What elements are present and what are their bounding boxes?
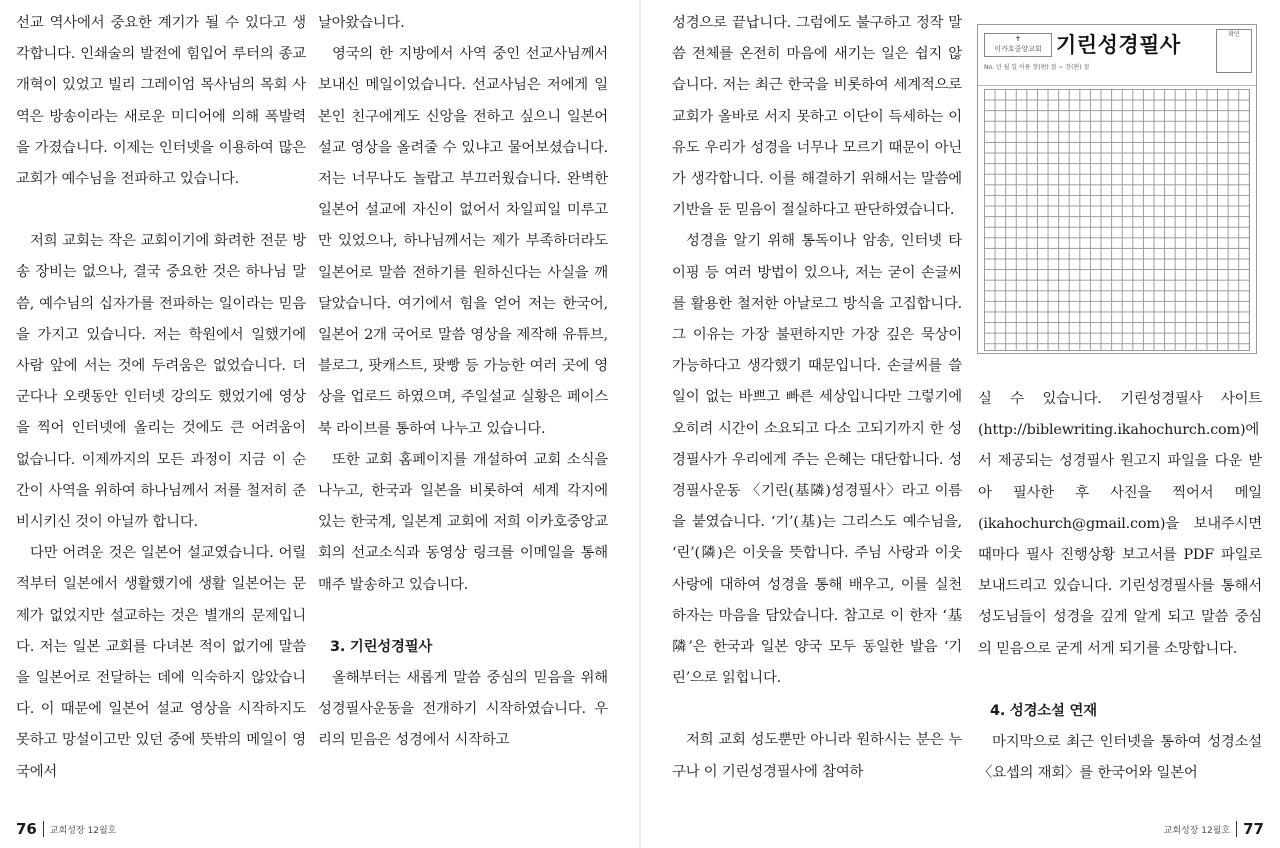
form-header — [978, 25, 1256, 86]
page-number-left: 76 — [16, 820, 37, 838]
paragraph: 저희 교회 성도뿐만 아니라 원하시는 분은 누구나 이 기린성경필사에 참여하 — [672, 732, 962, 780]
paragraph: 또한 교회 홈페이지를 개설하여 교회 소식을 나누고, 한국과 일본을 비롯하여 세계 각지에 있는 한국계, 일본계 교회에 저희 이카호중앙교회의 선교소식과 동영상 링크를 이메일을 통해 매주 발송하고 있습니다. — [318, 451, 608, 593]
column-2 — [318, 8, 608, 757]
manuscript-form-image — [977, 24, 1257, 354]
footer-left — [16, 818, 116, 840]
footer-divider — [43, 821, 44, 837]
paragraph: 성경으로 끝납니다. 그럼에도 불구하고 정작 말씀 전체를 온전히 마음에 새기는 일은 쉽지 않습니다. 저는 최근 한국을 비롯하여 세계적으로 교회가 올바로 서지 못하고 이단이 득세하는 이유도 우리가 성경을 너무나 모르기 때문이 아닌가 생각합니다. 이를 해결하기 위해서는 말씀에 기반을 둔 믿음이 절실하다고 판단하였습니다. — [672, 15, 962, 219]
paragraph: 성경을 알기 위해 통독이나 암송, 인터넷 타이핑 등 여러 방법이 있으나, 저는 굳이 손글씨를 활용한 철저한 아날로그 방식을 고집합니다. 그 이유는 가장 불편하지만 가장 깊은 묵상이 가능하다고 생각했기 때문입니다. 손글씨를 쓸 일이 없는 바쁘고 빠른 세상입니다만 그렇기에 오히려 시간이 소요되고 다소 고되기까지 한 성경필사가 우리에게 주는 은혜는 대단합니다. 성경필사운동 〈기린(基隣)성경필사〉라고 이름을 붙였습니다. ‘기’(基)는 그리스도 예수님을, ‘린’(隣)은 이웃을 뜻합니다. 주님 사랑과 이웃 사랑에 대하여 성경을 통해 배우고, 이를 실천하자는 마음을 담았습니다. 참고로 이 한자 ‘基隣’은 한국과 일본 양국 모두 동일한 발음 ‘기린’으로 읽힙니다. — [672, 233, 962, 687]
paragraph: 영국의 한 지방에서 사역 중인 선교사님께서 보내신 메일이었습니다. 선교사님은 저에게 일본인 친구에게도 신앙을 전하고 싶으니 일본어 설교 영상을 올려줄 수 있냐고 물어보셨습니다. 저는 너무나도 놀랍고 부끄러웠습니다. 완벽한 일본어 설교에 자신이 없어서 차일피일 미루고만 있었으나, 하나님께서는 제가 부족하더라도 일본어로 말씀 전하기를 원하신다는 사실을 깨달았습니다. 여기에서 힘을 얻어 저는 한국어, 일본어 2개 국어로 말씀 영상을 제작해 유튜브, 블로그, 팟캐스트, 팟빵 등 가능한 여러 곳에 영상을 업로드 하였으며, 주일설교 실황은 페이스북 라이브를 통하여 나누고 있습니다. — [318, 46, 608, 437]
footer-divider — [1236, 821, 1237, 837]
section-heading: 3. 기린성경필사 — [330, 638, 433, 655]
page-gutter — [639, 0, 641, 848]
paragraph: 마지막으로 최근 인터넷을 통하여 성경소설 〈요셉의 재회〉를 한국어와 일본어 — [978, 734, 1262, 782]
column-3 — [672, 8, 962, 788]
paragraph: 선교 역사에서 중요한 계기가 될 수 있다고 생각합니다. 인쇄술의 발전에 힘입어 루터의 종교개혁이 있었고 빌리 그레이엄 목사님의 목회 사역은 방송이라는 새로운 미디어에 의해 폭발력을 가졌습니다. 이제는 인터넷을 이용하여 많은 교회가 예수님을 전파하고 있습니다. — [16, 15, 306, 188]
paragraph-gap — [672, 694, 962, 725]
form-church-label: ✝ 이카호중앙교회 — [984, 33, 1052, 57]
paragraph: 저희 교회는 작은 교회이기에 화려한 전문 방송 장비는 없으나, 결국 중요한 것은 하나님 말씀, 예수님의 십자가를 전파하는 일이라는 믿음을 가지고 있습니다. 저는 학원에서 일했기에 사람 앞에 서는 것에 두려움은 없었습니다. 더군다나 오랫동안 인터넷 강의도 했었기에 영상을 찍어 인터넷에 올리는 것에도 큰 어려움이 없습니다. 이제까지의 모든 과정이 지금 이 순간이 사역을 위하여 하나님께서 저를 철저히 준비시키신 것이 아닐까 합니다. — [16, 233, 306, 531]
form-confirm-box: 확인 — [1216, 29, 1252, 73]
magazine-name-left: 교회성장 12월호 — [49, 825, 117, 836]
footer-right — [1164, 818, 1264, 840]
form-meta-line: No. 년 월 일 이름 장(편) 절 ~ 장(편) 절 — [984, 64, 1090, 71]
paragraph: 다만 어려운 것은 일본어 설교였습니다. 어릴 적부터 일본에서 생활했기에 생활 일본어는 문제가 없었지만 설교하는 것은 별개의 문제입니다. 저는 일본 교회를 다녀본 적이 없기에 말씀을 일본어로 전달하는 데에 익숙하지 않았습니다. 이 때문에 일본어 설교 영상을 시작하지도 못하고 망설이고만 있던 중에 뜻밖의 메일이 영국에서 — [16, 545, 306, 780]
page-number-right: 77 — [1243, 820, 1264, 838]
magazine-name-right: 교회성장 12월호 — [1163, 825, 1231, 836]
paragraph: 올해부터는 새롭게 말씀 중심의 믿음을 위해 성경필사운동을 전개하기 시작하였습니다. 우리의 믿음은 성경에서 시작하고 — [318, 670, 608, 749]
section-heading: 4. 성경소설 연재 — [990, 702, 1097, 719]
form-title: 기린성경필사 — [1056, 33, 1181, 57]
paragraph: 실 수 있습니다. 기린성경필사 사이트(http://biblewriting.ikahochurch.com)에서 제공되는 성경필사 원고지 파일을 다운 받아 필사한 후 사진을 찍어서 메일(ikahochurch@gmail.com)을 보내주시면 때마다 필사 진행상황 보고서를 PDF 파일로 보내드리고 있습니다. 기린성경필사를 통해서 성도님들이 성경을 깊게 알게 되고 말씀 중심의 믿음으로 굳게 서게 되기를 소망합니다. — [978, 391, 1262, 657]
form-writing-grid — [984, 89, 1250, 351]
column-1 — [16, 8, 306, 788]
column-4 — [978, 384, 1262, 789]
paragraph: 날아왔습니다. — [318, 15, 405, 31]
